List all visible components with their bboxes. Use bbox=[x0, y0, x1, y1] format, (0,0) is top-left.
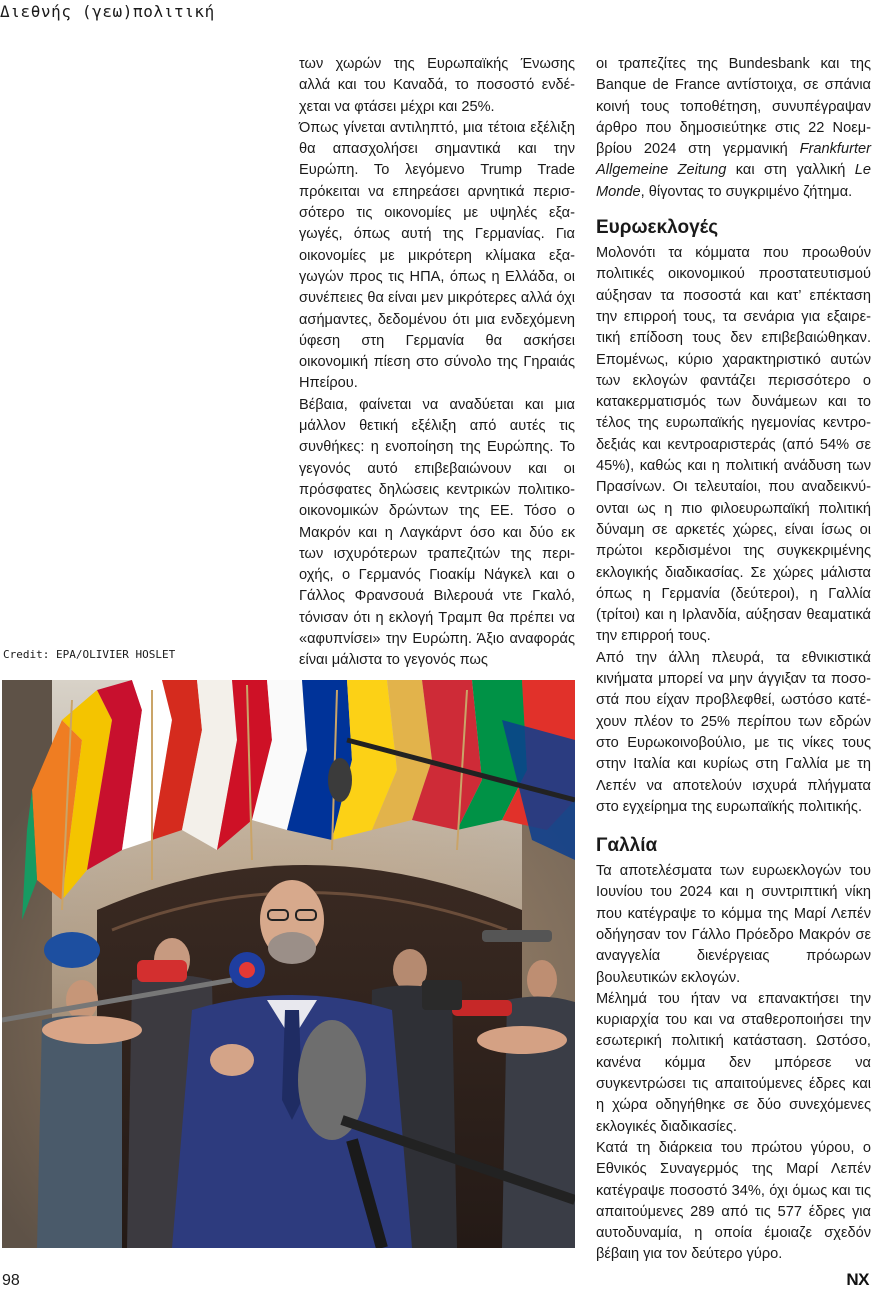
paragraph: Κατά τη διάρκεια του πρώτου γύρου, ο Εθνικός Συναγερμός της Μαρί Λεπέν κατέγραψε ποσοστό 34%, όχι όμως και τις απαιτούμενες 289 από τις 577 έδρες για αυτοδυναμία, η οποία έμοιαζε σχεδόν βέβαιη για τον δεύτερο γύρο. bbox=[596, 1139, 871, 1263]
subheading-france: Γαλλία bbox=[596, 835, 658, 857]
paragraph: Από την άλλη πλευρά, τα εθνικιστικά κινήματα μπορεί να μην άγγιξαν τα ποσοστά που είχαν προβλεφθεί, ωστόσο κατέχουν πλέον το 25% περίπου των εδρών στο Ευρωκοινοβούλιο, με τις νίκες τους στην Ιταλία και κυρίως στη Γαλλία με τη Λεπέν να αποτελούν ισχυρά πλήγματα στο εγχείρημα της ευρωπαϊκής πολιτικής. bbox=[596, 649, 871, 815]
paragraph: Βέβαια, φαίνεται να αναδύεται και μια μάλλον θετική εξέλιξη από αυτές τις συνθήκες: η ενοποίηση της Ευρώπης. Το γεγονός αυτό επιβεβαιώνουν και οι πρόσφατες δηλώσεις κεντρικών πολιτικο-οικονομικών δρώντων της ΕΕ. Τόσο ο Μακρόν και η Λαγκάρντ όσο και δύο εκ των ισχυρότερων τραπεζιτών της περιοχής, ο Γερμανός Γιοακίμ Νάγκελ και ο Γάλλος Φρανσουά Βιλερουά ντε Γκαλό, τόνισαν ότι η εκλογή Τραμπ θα πρέπει να «αφυπνίσει» την Ευρώπη. Άξιο αναφοράς είναι μάλιστα το γεγονός πως bbox=[299, 396, 575, 669]
brand-logo: NX bbox=[846, 1270, 869, 1289]
paragraph: Τα αποτελέσματα των ευρωεκλογών του Ιουνίου του 2024 και η συντριπτική νίκη που κατέγραψε το κόμμα της Μαρί Λεπέν οδήγησαν τον Γάλλο Πρόεδρο Μακρόν σε αναγγελία διενέργειας πρόωρων βουλευτικών εκλογών. bbox=[596, 863, 871, 986]
newspaper-name: Frankfurter Allgemeine Zeitung bbox=[596, 141, 871, 179]
page-number: 98 bbox=[2, 1272, 20, 1289]
paragraph: των χωρών της Ευρωπαϊκής Ένωσης αλλά και του Καναδά, το ποσοστό ενδέχεται να φτάσει μέχρι και 25%. bbox=[299, 56, 575, 115]
paragraph: Όπως γίνεται αντιληπτό, μια τέτοια εξέλιξη θα απασχολήσει σημαντικά και την Ευρώπη. Το λεγόμενο Trump Trade πρόκειται να επηρεάσει αρνητικά περισσότερο τις οικονομίες με υψηλές εξαγωγές, όπως αυτή της Γερμανίας. Για οικονομίες με μικρότερη κλίμακα εξαγωγών προς τις ΗΠΑ, όπως η Ελλάδα, οι συνέπειες θα είναι μεν μικρότερες αλλά όχι ασήμαντες, δεδομένου ότι μια ενδεχόμενη ύφεση στη Γερμανία θα ασκήσει οικονομική πίεση στο σύνολο της Γηραιάς Ηπείρου. bbox=[299, 119, 575, 392]
photo-credit: Credit: EPA/OLIVIER HOSLET bbox=[3, 648, 176, 661]
subheading-european-elections: Ευρωεκλογές bbox=[596, 217, 719, 239]
newspaper-name: Le Monde bbox=[596, 162, 872, 200]
intro-text: οι τραπεζίτες της Bundesbank και της Banque de France αντίστοιχα, σε σπάνια κοινή τους τοποθέτηση, συνυπέγραψαν άρθρο που δημοσιεύτηκε στις 22 Νοεμβρίου 2024 στη γερμανική bbox=[596, 56, 871, 158]
paragraph: Μολονότι τα κόμματα που προωθούν πολιτικές οικονομικού προστατευτισμού αύξησαν τα ποσοστά και κατ’ επέκταση την επιρροή τους, τα σενάρια για εξαιρετική επίδοση τους δεν επιβεβαιώθηκαν. Επομένως, κύριο χαρακτηριστικό αυτών των εκλογών φαντάζει περισσότερο ο κατακερματισμός των δυνάμεων και το τέλος της ευρωπαϊκής ηγεμονίας κεντροδεξιάς και κεντροαριστεράς (από 54% σε 45%), καθώς και η πολιτική ανάδυση των Πρασίνων. Οι τελευταίοι, που αναδεικνύονται ως η πιο φιλοευρωπαϊκή πολιτική δύναμη σε αρκετές χώρες, είναι ίσως οι πρώτοι κερδισμένοι της συγκεκριμένης εκλογικής διαδικασίας. Σε χώρες μάλιστα όπως η Γερμανία (δεύτεροι), η Γαλλία (τρίτοι) και η Ιρλανδία, αύξησαν θεαματικά την επιρροή τους. bbox=[596, 245, 871, 645]
article-column-middle bbox=[299, 54, 575, 672]
article-column-right bbox=[596, 54, 871, 1266]
intro-text: , θίγοντας το συγκριμένο ζήτημα. bbox=[640, 183, 853, 200]
intro-paragraph bbox=[596, 54, 871, 203]
press-conference-photo bbox=[2, 680, 575, 1248]
intro-text: και στη γαλλική bbox=[726, 162, 855, 179]
section-title: Διεθνής (γεω)πολιτική bbox=[0, 2, 215, 21]
paragraph: Μέλημά του ήταν να επανακτήσει την κυριαρχία του και να σταθεροποιήσει την εσωτερική πολιτική κατάσταση. Ωστόσο, κανένα κόμμα δεν μπόρεσε να συγκεντρώσει τις απαιτούμενες έδρες και η χώρα οδηγήθηκε σε δύο συνεχόμενες εκλογικές διαδικασίες. bbox=[596, 990, 871, 1135]
